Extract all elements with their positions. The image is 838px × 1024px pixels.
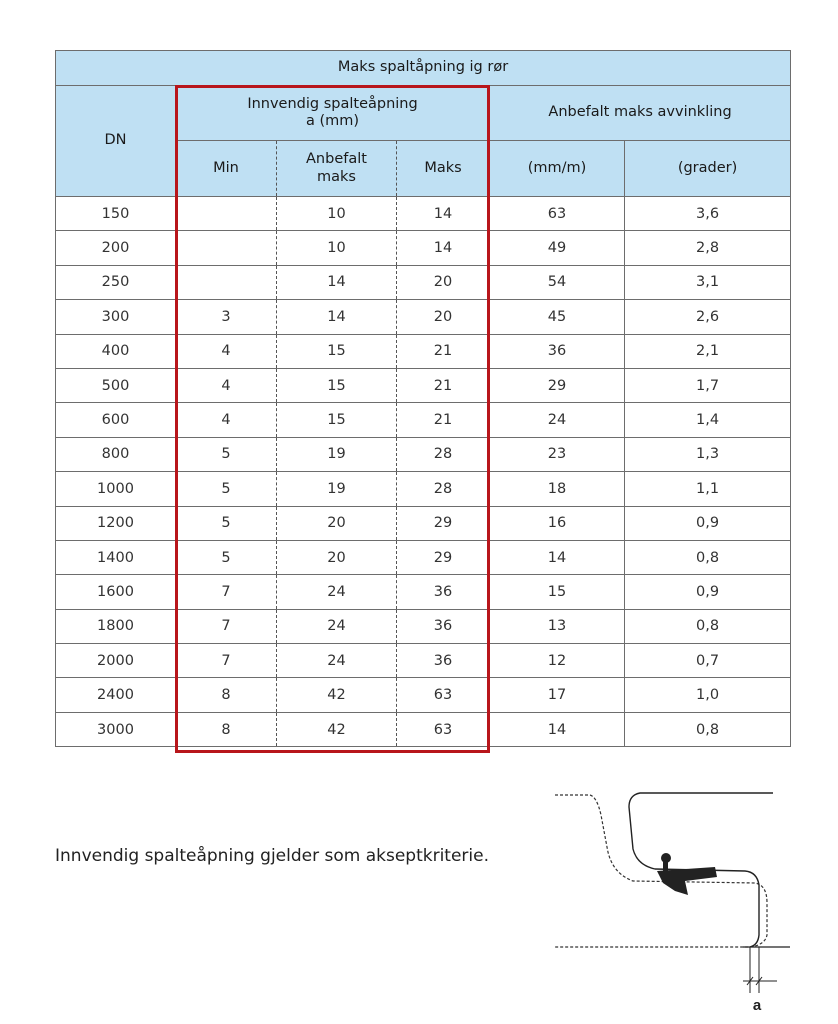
cell-max: 20 xyxy=(397,265,490,299)
cell-recommended-max: 20 xyxy=(277,506,397,540)
cell-recommended-max: 15 xyxy=(277,403,397,437)
cell-mm-per-m: 54 xyxy=(490,265,625,299)
table-title: Maks spaltåpning ig rør xyxy=(56,51,791,86)
cell-min: 8 xyxy=(176,678,277,712)
header-mm-per-m: (mm/m) xyxy=(490,141,625,197)
cell-degrees: 0,9 xyxy=(625,575,791,609)
cell-min: 7 xyxy=(176,575,277,609)
cell-min: 4 xyxy=(176,368,277,402)
cell-dn: 1000 xyxy=(56,472,176,506)
cell-degrees: 1,3 xyxy=(625,437,791,471)
cell-dn: 2400 xyxy=(56,678,176,712)
cell-recommended-max: 10 xyxy=(277,197,397,231)
cell-min: 3 xyxy=(176,300,277,334)
cell-max: 14 xyxy=(397,231,490,265)
cell-degrees: 3,6 xyxy=(625,197,791,231)
acceptance-note: Innvendig spalteåpning gjelder som akseptkriterie. xyxy=(55,846,490,866)
cell-max: 36 xyxy=(397,609,490,643)
cell-degrees: 0,7 xyxy=(625,644,791,678)
cell-recommended-max: 14 xyxy=(277,300,397,334)
cell-mm-per-m: 17 xyxy=(490,678,625,712)
cell-dn: 150 xyxy=(56,197,176,231)
cell-recommended-max: 20 xyxy=(277,540,397,574)
cell-degrees: 0,8 xyxy=(625,712,791,746)
cell-dn: 1800 xyxy=(56,609,176,643)
cell-mm-per-m: 15 xyxy=(490,575,625,609)
cell-max: 63 xyxy=(397,712,490,746)
cell-dn: 300 xyxy=(56,300,176,334)
table-row xyxy=(56,712,791,746)
cell-dn: 400 xyxy=(56,334,176,368)
gap-label: a xyxy=(752,997,762,1014)
cell-recommended-max: 19 xyxy=(277,472,397,506)
cell-mm-per-m: 16 xyxy=(490,506,625,540)
cell-recommended-max: 10 xyxy=(277,231,397,265)
table-row xyxy=(56,231,791,265)
cell-recommended-max: 24 xyxy=(277,609,397,643)
cell-max: 21 xyxy=(397,368,490,402)
cell-mm-per-m: 23 xyxy=(490,437,625,471)
cell-dn: 800 xyxy=(56,437,176,471)
cell-degrees: 1,0 xyxy=(625,678,791,712)
cell-mm-per-m: 18 xyxy=(490,472,625,506)
cell-degrees: 1,1 xyxy=(625,472,791,506)
table-row xyxy=(56,197,791,231)
table-row xyxy=(56,437,791,471)
cell-recommended-max: 15 xyxy=(277,334,397,368)
header-max-angle: Anbefalt maks avvinkling xyxy=(490,86,791,141)
joint-diagram xyxy=(545,785,805,1020)
cell-min: 4 xyxy=(176,334,277,368)
cell-degrees: 2,6 xyxy=(625,300,791,334)
cell-degrees: 2,1 xyxy=(625,334,791,368)
cell-min: 8 xyxy=(176,712,277,746)
table-row xyxy=(56,540,791,574)
table-row xyxy=(56,368,791,402)
header-inner-gap: Innvendig spalteåpning a (mm) xyxy=(176,86,490,141)
cell-mm-per-m: 13 xyxy=(490,609,625,643)
cell-dn: 2000 xyxy=(56,644,176,678)
cell-degrees: 1,7 xyxy=(625,368,791,402)
cell-max: 29 xyxy=(397,540,490,574)
cell-min: 5 xyxy=(176,540,277,574)
cell-max: 36 xyxy=(397,575,490,609)
cell-mm-per-m: 24 xyxy=(490,403,625,437)
header-min: Min xyxy=(176,141,277,197)
cell-max: 63 xyxy=(397,678,490,712)
cell-mm-per-m: 45 xyxy=(490,300,625,334)
cell-degrees: 1,4 xyxy=(625,403,791,437)
cell-dn: 200 xyxy=(56,231,176,265)
cell-degrees: 0,9 xyxy=(625,506,791,540)
cell-mm-per-m: 63 xyxy=(490,197,625,231)
cell-max: 21 xyxy=(397,403,490,437)
cell-recommended-max: 24 xyxy=(277,644,397,678)
cell-dn: 1400 xyxy=(56,540,176,574)
cell-min: 7 xyxy=(176,644,277,678)
cell-min: 4 xyxy=(176,403,277,437)
header-dn: DN xyxy=(56,86,176,197)
header-degrees: (grader) xyxy=(625,141,791,197)
table-row xyxy=(56,644,791,678)
cell-mm-per-m: 12 xyxy=(490,644,625,678)
cell-degrees: 3,1 xyxy=(625,265,791,299)
cell-dn: 3000 xyxy=(56,712,176,746)
cell-max: 21 xyxy=(397,334,490,368)
cell-mm-per-m: 49 xyxy=(490,231,625,265)
cell-min: 5 xyxy=(176,506,277,540)
cell-mm-per-m: 14 xyxy=(490,540,625,574)
cell-dn: 1200 xyxy=(56,506,176,540)
cell-max: 36 xyxy=(397,644,490,678)
cell-mm-per-m: 14 xyxy=(490,712,625,746)
cell-min: 5 xyxy=(176,472,277,506)
cell-recommended-max: 42 xyxy=(277,712,397,746)
table-row xyxy=(56,472,791,506)
cell-recommended-max: 42 xyxy=(277,678,397,712)
table-row xyxy=(56,334,791,368)
gap-spec-table xyxy=(55,50,791,747)
cell-max: 20 xyxy=(397,300,490,334)
table-row xyxy=(56,575,791,609)
cell-min: 5 xyxy=(176,437,277,471)
cell-recommended-max: 19 xyxy=(277,437,397,471)
table-row xyxy=(56,506,791,540)
cell-degrees: 2,8 xyxy=(625,231,791,265)
cell-max: 29 xyxy=(397,506,490,540)
cell-min xyxy=(176,265,277,299)
table-row xyxy=(56,609,791,643)
cell-min xyxy=(176,197,277,231)
cell-max: 28 xyxy=(397,472,490,506)
cell-max: 14 xyxy=(397,197,490,231)
cell-mm-per-m: 29 xyxy=(490,368,625,402)
cell-min: 7 xyxy=(176,609,277,643)
cell-degrees: 0,8 xyxy=(625,540,791,574)
table-row xyxy=(56,265,791,299)
cell-recommended-max: 24 xyxy=(277,575,397,609)
cell-degrees: 0,8 xyxy=(625,609,791,643)
cell-recommended-max: 15 xyxy=(277,368,397,402)
cell-dn: 1600 xyxy=(56,575,176,609)
header-max: Maks xyxy=(397,141,490,197)
cell-min xyxy=(176,231,277,265)
table-row xyxy=(56,300,791,334)
cell-dn: 500 xyxy=(56,368,176,402)
table-row xyxy=(56,403,791,437)
header-recommended-max: Anbefalt maks xyxy=(277,141,397,197)
cell-mm-per-m: 36 xyxy=(490,334,625,368)
cell-max: 28 xyxy=(397,437,490,471)
cell-dn: 600 xyxy=(56,403,176,437)
cell-dn: 250 xyxy=(56,265,176,299)
table-row xyxy=(56,678,791,712)
cell-recommended-max: 14 xyxy=(277,265,397,299)
